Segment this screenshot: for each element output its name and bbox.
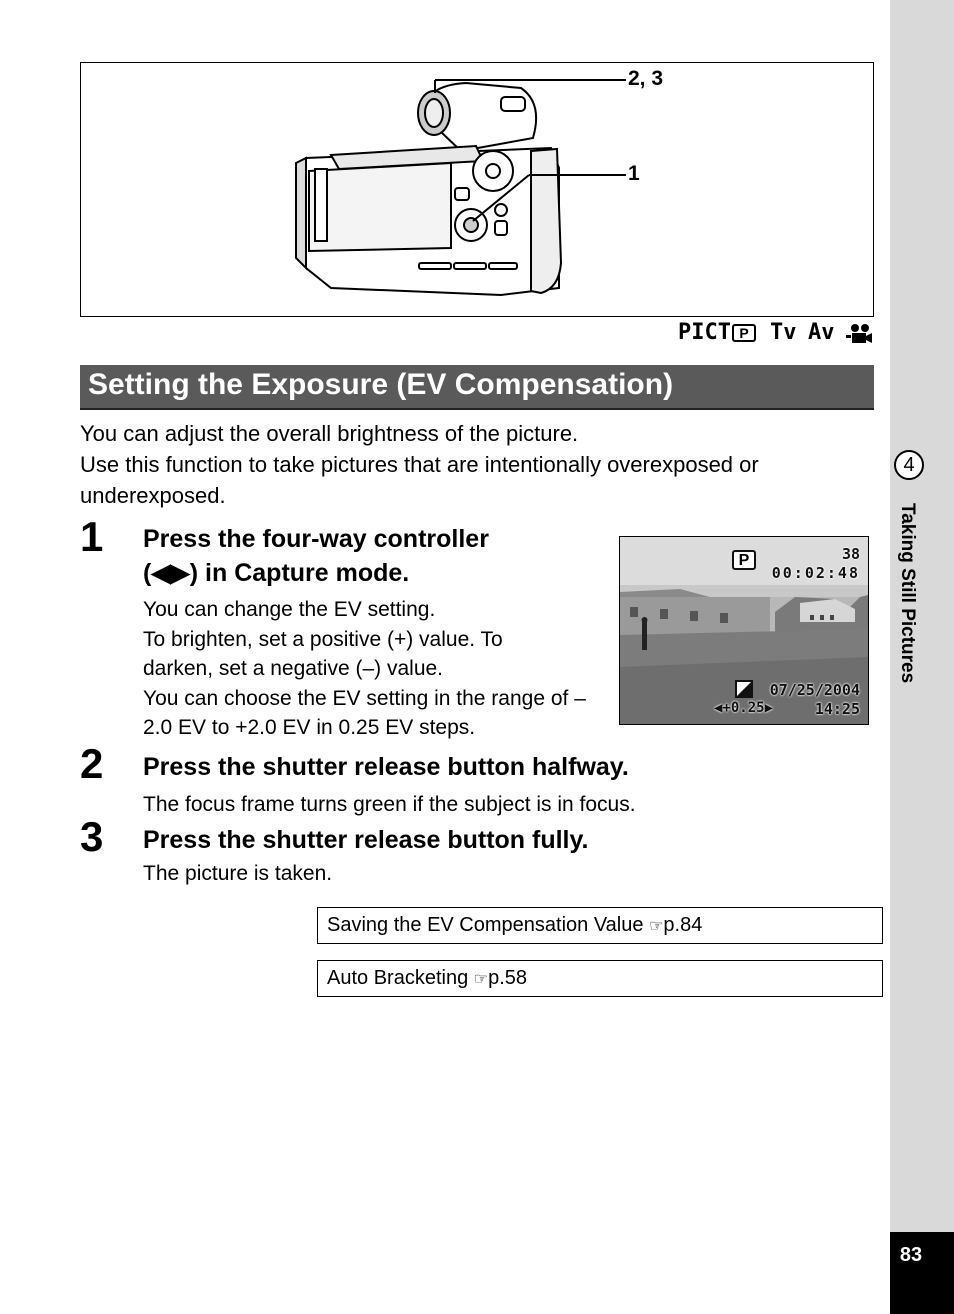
av-mode-icon: Av	[808, 320, 835, 345]
callout-label-controller: 1	[628, 162, 640, 185]
pict-mode-icon: PICT	[678, 320, 731, 345]
step-text: You can change the EV setting.	[143, 598, 436, 621]
step-title-line: Press the four-way controller	[143, 525, 489, 553]
lcd-shots-remaining: 38	[841, 545, 860, 563]
tv-mode-icon: Tv	[770, 320, 797, 345]
callout-label-shutter: 2, 3	[628, 67, 664, 90]
lcd-screen-example	[619, 536, 869, 725]
lcd-clock: 14:25	[814, 700, 860, 718]
step-text: To brighten, set a positive (+) value. To darken, set a negative (–) value.	[143, 627, 503, 680]
intro-line: You can adjust the overall brightness of the picture.	[80, 421, 579, 446]
ev-compensation-glyph	[737, 682, 751, 696]
reference-page-link[interactable]: p.84	[663, 914, 703, 936]
step-number: 2	[80, 740, 104, 787]
chapter-number-badge: 4	[894, 450, 924, 480]
section-heading: Setting the Exposure (EV Compensation)	[88, 368, 674, 401]
lcd-time-remaining: 00:02:48	[771, 564, 860, 582]
intro-line: Use this function to take pictures that are intentionally overexposed or underexposed.	[80, 452, 759, 508]
page-number: 83	[899, 1244, 923, 1266]
step-title: Press the shutter release button fully.	[143, 826, 589, 854]
step-title-line: (◀▶) in Capture mode.	[143, 559, 410, 587]
intro-text	[80, 418, 880, 511]
reference-page-link[interactable]: p.58	[488, 967, 528, 989]
reference-box	[317, 907, 883, 944]
reference-label: Saving the EV Compensation Value	[327, 914, 644, 936]
step-number: 1	[80, 513, 104, 560]
page-reference-icon: ☞	[473, 971, 489, 988]
camera-illustration	[81, 63, 873, 316]
step-text: The picture is taken.	[143, 862, 333, 885]
applicable-modes	[600, 318, 873, 352]
reference-box	[317, 960, 883, 997]
step-number: 3	[80, 813, 104, 860]
movie-mode-icon	[846, 322, 872, 346]
lcd-date: 07/25/2004	[769, 681, 860, 699]
step-title: Press the shutter release button halfway.	[143, 753, 629, 781]
reference-label: Auto Bracketing	[327, 967, 469, 989]
step-text: You can choose the EV setting in the range of –2.0 EV to +2.0 EV in 0.25 EV steps.	[143, 686, 586, 739]
lcd-ev-value: ◀+0.25▶	[714, 700, 774, 716]
step-title	[143, 522, 603, 590]
chapter-title: Taking Still Pictures	[897, 503, 918, 684]
program-mode-icon: P	[732, 324, 756, 342]
step-description	[143, 595, 613, 743]
camera-illustration-frame	[80, 62, 874, 317]
step-text: The focus frame turns green if the subject is in focus.	[143, 793, 636, 816]
page-reference-icon: ☞	[649, 918, 664, 935]
lcd-mode-indicator: P	[732, 550, 756, 570]
ev-compensation-icon	[735, 680, 753, 698]
